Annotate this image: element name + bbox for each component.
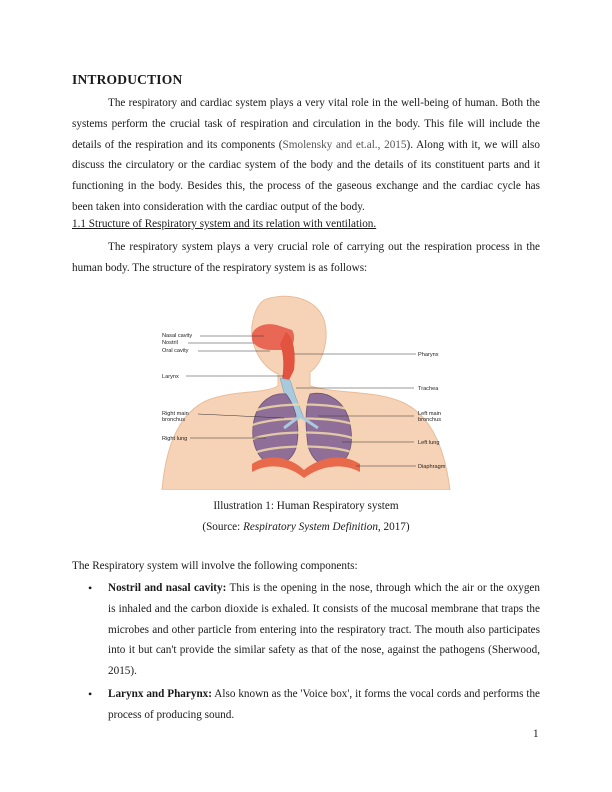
section-paragraph-text: The respiratory system plays a very crucial role of carrying out the respiration process in the human body. The structure of the respiratory system is as follows: [72,241,540,274]
source-suffix: , 2017) [377,521,410,532]
list-item [72,684,540,726]
section-paragraph [72,237,540,279]
label-right-main-bronchus-1: Right main [162,411,189,417]
label-nostril: Nostril [162,340,178,346]
label-left-main-bronchus-1: Left main [418,411,442,417]
intro-citation: Smolensky and et.al., 2015 [282,138,407,151]
section-title: 1.1 Structure of Respiratory system and its relation with ventilation. [72,218,377,230]
bullet-term: Nostril and nasal cavity: [108,582,227,594]
bullet-text: Also known as the 'Voice box', it forms the vocal cords and performs the process of producing sound. [108,687,540,721]
bullet-icon: • [88,581,93,595]
label-diaphragm: Diaphragm [418,464,446,470]
bullet-text: This is the opening in the nose, through which the air or the oxygen is inhaled and the carbon dioxide is exhaled. It consists of the mucosal membrane that traps the microbes and other particle from entering into the respiratory tract. The mouth also participates into it but can't provide the similar safety as that of the nose, against the pathogens (Sherwood, 2015). [108,582,540,678]
respiratory-system-illustration [160,294,452,490]
label-pharynx: Pharynx [418,352,439,358]
page-number: 1 [533,728,539,740]
components-intro: The Respiratory system will involve the following components: [72,560,358,572]
label-right-main-bronchus-2: bronchus [162,417,186,423]
source-prefix: (Source: [202,521,244,532]
page-heading: INTRODUCTION [72,72,183,87]
intro-text-after: ). Along with it, we will also discuss the circulatory or the cardiac system of the body and the details of its constituent parts and it functioning in the body. Besides this, the process of the gaseous exchange and the cardiac cycle has been taken into consideration with the cardiac output of the body. [72,138,541,213]
body-silhouette [162,296,450,490]
label-oral-cavity: Oral cavity [162,348,189,354]
components-list [72,578,540,726]
label-trachea: Trachea [418,386,439,392]
figure-caption: Illustration 1: Human Respiratory system [213,500,399,512]
intro-text-before: The respiratory and cardiac system plays a very vital role in the well-being of human. Both the systems perform the crucial task of respiration and circulation in the body. This file will include the details of the respiration and its components ( [72,97,540,151]
label-larynx: Larynx [162,374,179,380]
figure-source [0,521,612,532]
source-title: Respiratory System Definition [243,521,378,532]
label-left-lung: Left lung [418,440,440,446]
intro-paragraph [72,93,540,218]
bullet-term: Larynx and Pharynx: [108,687,213,700]
label-nasal-cavity: Nasal cavity [162,333,193,339]
list-item [72,578,540,682]
label-left-main-bronchus-2: bronchus [418,417,442,423]
label-right-lung: Right lung [162,436,188,442]
bullet-icon: • [88,686,93,701]
